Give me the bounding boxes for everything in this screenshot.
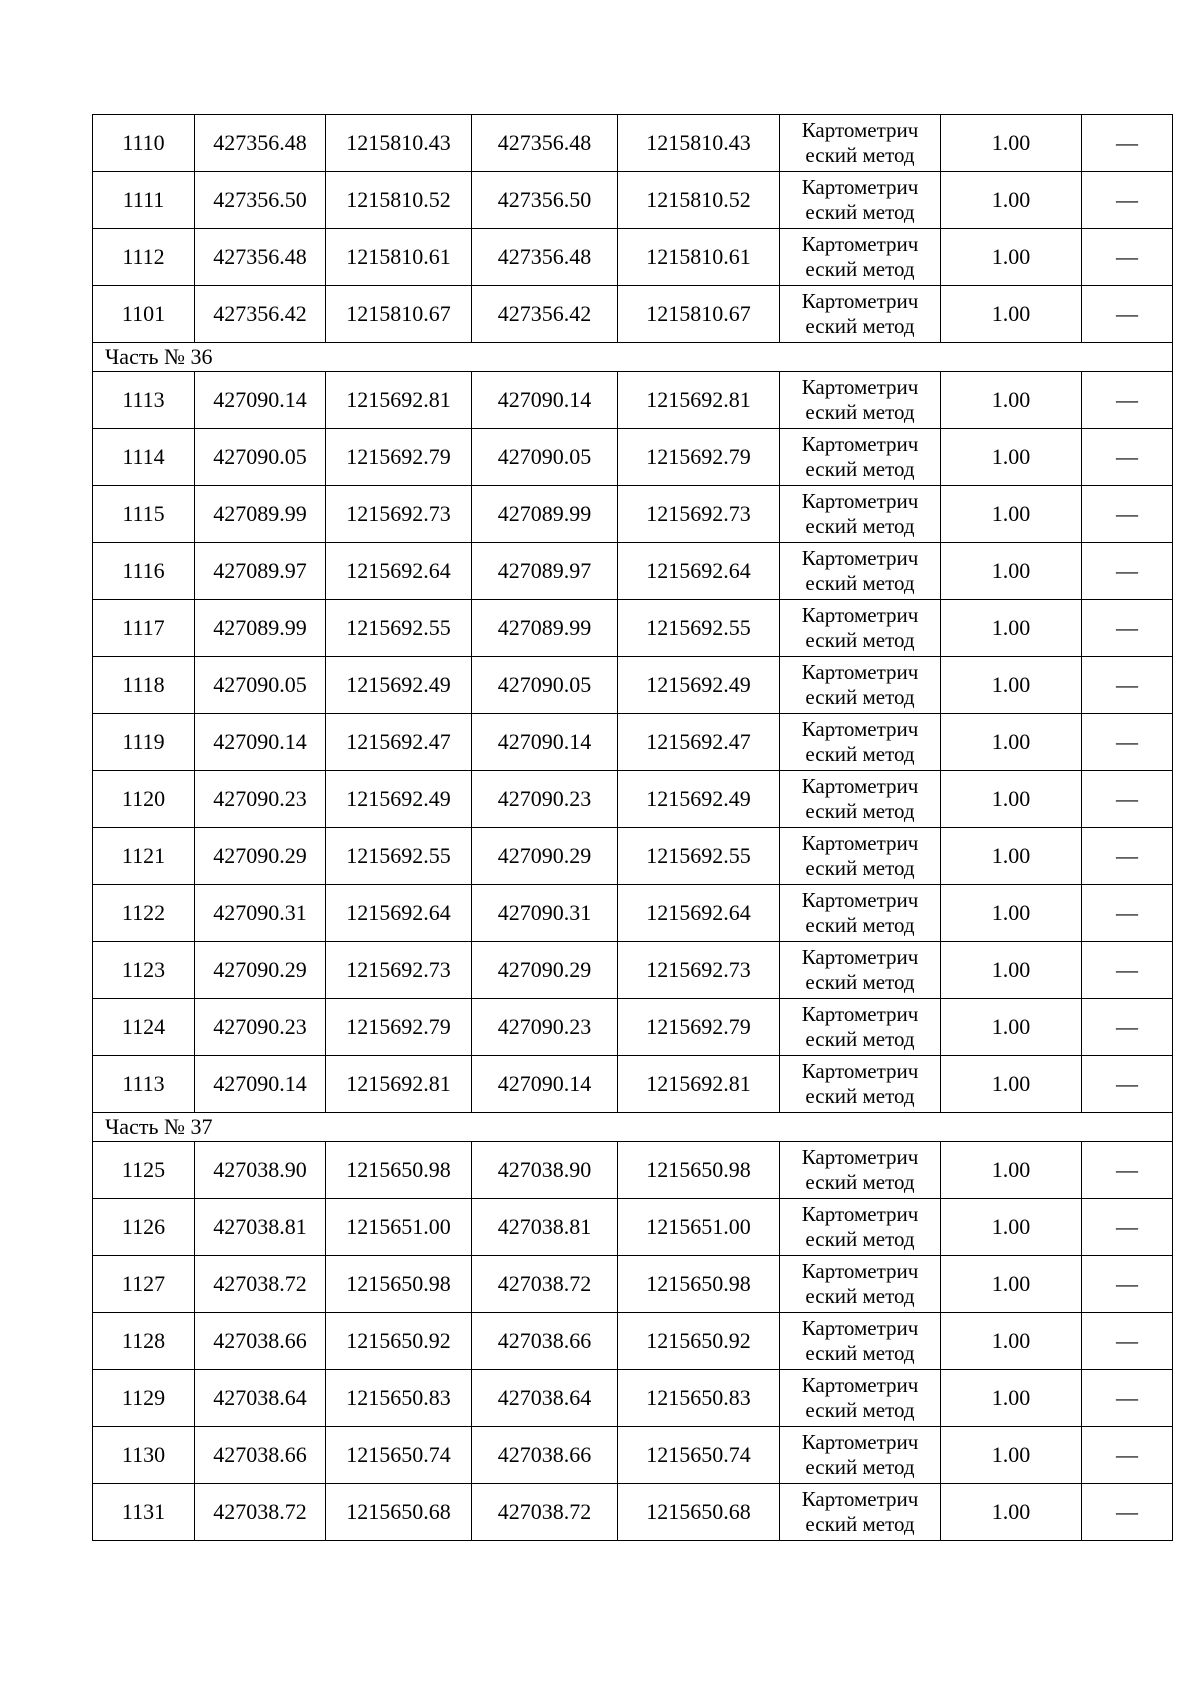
point-number-cell: 1113 xyxy=(93,372,195,429)
x-coordinate-new-cell: 427090.31 xyxy=(472,885,618,942)
y-coordinate-new-cell: 1215650.98 xyxy=(618,1142,780,1199)
x-coordinate-cell: 427038.64 xyxy=(195,1370,326,1427)
y-coordinate-new-cell: 1215650.74 xyxy=(618,1427,780,1484)
method-cell: Картометрич еский метод xyxy=(780,372,941,429)
table-row xyxy=(93,372,1173,429)
x-coordinate-new-cell: 427090.29 xyxy=(472,942,618,999)
method-cell: Картометрич еский метод xyxy=(780,1199,941,1256)
method-cell: Картометрич еский метод xyxy=(780,486,941,543)
y-coordinate-new-cell: 1215692.81 xyxy=(618,372,780,429)
table-row xyxy=(93,1256,1173,1313)
accuracy-cell: 1.00 xyxy=(941,828,1082,885)
section-label: Часть № 37 xyxy=(93,1113,1173,1142)
accuracy-cell: 1.00 xyxy=(941,1142,1082,1199)
method-cell: Картометрич еский метод xyxy=(780,1056,941,1113)
x-coordinate-new-cell: 427090.05 xyxy=(472,657,618,714)
note-cell: — xyxy=(1082,1142,1173,1199)
accuracy-cell: 1.00 xyxy=(941,657,1082,714)
y-coordinate-cell: 1215650.98 xyxy=(326,1256,472,1313)
y-coordinate-new-cell: 1215692.49 xyxy=(618,771,780,828)
note-cell: — xyxy=(1082,885,1173,942)
y-coordinate-cell: 1215692.49 xyxy=(326,771,472,828)
point-number-cell: 1115 xyxy=(93,486,195,543)
y-coordinate-cell: 1215692.49 xyxy=(326,657,472,714)
y-coordinate-cell: 1215692.81 xyxy=(326,1056,472,1113)
x-coordinate-new-cell: 427038.72 xyxy=(472,1484,618,1541)
y-coordinate-cell: 1215692.79 xyxy=(326,999,472,1056)
x-coordinate-new-cell: 427356.42 xyxy=(472,286,618,343)
point-number-cell: 1122 xyxy=(93,885,195,942)
method-cell: Картометрич еский метод xyxy=(780,999,941,1056)
point-number-cell: 1123 xyxy=(93,942,195,999)
method-cell: Картометрич еский метод xyxy=(780,1370,941,1427)
note-cell: — xyxy=(1082,1427,1173,1484)
accuracy-cell: 1.00 xyxy=(941,229,1082,286)
note-cell: — xyxy=(1082,600,1173,657)
note-cell: — xyxy=(1082,1199,1173,1256)
y-coordinate-new-cell: 1215692.73 xyxy=(618,942,780,999)
section-header-row xyxy=(93,1113,1173,1142)
point-number-cell: 1130 xyxy=(93,1427,195,1484)
y-coordinate-new-cell: 1215650.92 xyxy=(618,1313,780,1370)
method-cell: Картометрич еский метод xyxy=(780,942,941,999)
method-cell: Картометрич еский метод xyxy=(780,1256,941,1313)
x-coordinate-new-cell: 427038.66 xyxy=(472,1427,618,1484)
x-coordinate-new-cell: 427038.72 xyxy=(472,1256,618,1313)
point-number-cell: 1110 xyxy=(93,115,195,172)
method-cell: Картометрич еский метод xyxy=(780,771,941,828)
accuracy-cell: 1.00 xyxy=(941,543,1082,600)
note-cell: — xyxy=(1082,486,1173,543)
y-coordinate-new-cell: 1215651.00 xyxy=(618,1199,780,1256)
table-row xyxy=(93,828,1173,885)
point-number-cell: 1112 xyxy=(93,229,195,286)
x-coordinate-cell: 427038.81 xyxy=(195,1199,326,1256)
x-coordinate-new-cell: 427038.64 xyxy=(472,1370,618,1427)
y-coordinate-cell: 1215810.43 xyxy=(326,115,472,172)
x-coordinate-cell: 427038.66 xyxy=(195,1427,326,1484)
y-coordinate-new-cell: 1215692.81 xyxy=(618,1056,780,1113)
x-coordinate-new-cell: 427089.99 xyxy=(472,486,618,543)
x-coordinate-new-cell: 427356.50 xyxy=(472,172,618,229)
y-coordinate-cell: 1215650.98 xyxy=(326,1142,472,1199)
x-coordinate-cell: 427089.97 xyxy=(195,543,326,600)
note-cell: — xyxy=(1082,1370,1173,1427)
table-row xyxy=(93,229,1173,286)
method-cell: Картометрич еский метод xyxy=(780,600,941,657)
note-cell: — xyxy=(1082,999,1173,1056)
point-number-cell: 1114 xyxy=(93,429,195,486)
accuracy-cell: 1.00 xyxy=(941,115,1082,172)
note-cell: — xyxy=(1082,1484,1173,1541)
note-cell: — xyxy=(1082,172,1173,229)
y-coordinate-cell: 1215810.61 xyxy=(326,229,472,286)
method-cell: Картометрич еский метод xyxy=(780,286,941,343)
method-cell: Картометрич еский метод xyxy=(780,543,941,600)
y-coordinate-new-cell: 1215810.61 xyxy=(618,229,780,286)
point-number-cell: 1125 xyxy=(93,1142,195,1199)
note-cell: — xyxy=(1082,771,1173,828)
y-coordinate-cell: 1215692.55 xyxy=(326,600,472,657)
table-row xyxy=(93,999,1173,1056)
table-row xyxy=(93,771,1173,828)
section-header-row xyxy=(93,343,1173,372)
note-cell: — xyxy=(1082,1313,1173,1370)
y-coordinate-new-cell: 1215810.67 xyxy=(618,286,780,343)
y-coordinate-cell: 1215650.92 xyxy=(326,1313,472,1370)
point-number-cell: 1116 xyxy=(93,543,195,600)
x-coordinate-new-cell: 427089.99 xyxy=(472,600,618,657)
method-cell: Картометрич еский метод xyxy=(780,115,941,172)
y-coordinate-new-cell: 1215692.64 xyxy=(618,885,780,942)
x-coordinate-cell: 427356.42 xyxy=(195,286,326,343)
x-coordinate-cell: 427356.50 xyxy=(195,172,326,229)
x-coordinate-new-cell: 427038.81 xyxy=(472,1199,618,1256)
y-coordinate-new-cell: 1215692.64 xyxy=(618,543,780,600)
x-coordinate-cell: 427038.66 xyxy=(195,1313,326,1370)
x-coordinate-cell: 427089.99 xyxy=(195,600,326,657)
y-coordinate-cell: 1215650.74 xyxy=(326,1427,472,1484)
x-coordinate-new-cell: 427090.29 xyxy=(472,828,618,885)
note-cell: — xyxy=(1082,115,1173,172)
y-coordinate-new-cell: 1215692.55 xyxy=(618,828,780,885)
x-coordinate-new-cell: 427038.66 xyxy=(472,1313,618,1370)
table-row xyxy=(93,600,1173,657)
method-cell: Картометрич еский метод xyxy=(780,229,941,286)
method-cell: Картометрич еский метод xyxy=(780,657,941,714)
method-cell: Картометрич еский метод xyxy=(780,1142,941,1199)
accuracy-cell: 1.00 xyxy=(941,429,1082,486)
method-cell: Картометрич еский метод xyxy=(780,1313,941,1370)
table-row xyxy=(93,657,1173,714)
x-coordinate-new-cell: 427356.48 xyxy=(472,229,618,286)
point-number-cell: 1121 xyxy=(93,828,195,885)
accuracy-cell: 1.00 xyxy=(941,714,1082,771)
y-coordinate-cell: 1215810.67 xyxy=(326,286,472,343)
accuracy-cell: 1.00 xyxy=(941,1256,1082,1313)
section-label: Часть № 36 xyxy=(93,343,1173,372)
table-row xyxy=(93,1427,1173,1484)
point-number-cell: 1101 xyxy=(93,286,195,343)
y-coordinate-cell: 1215810.52 xyxy=(326,172,472,229)
accuracy-cell: 1.00 xyxy=(941,771,1082,828)
note-cell: — xyxy=(1082,229,1173,286)
x-coordinate-cell: 427090.14 xyxy=(195,1056,326,1113)
y-coordinate-new-cell: 1215650.83 xyxy=(618,1370,780,1427)
accuracy-cell: 1.00 xyxy=(941,486,1082,543)
x-coordinate-new-cell: 427090.14 xyxy=(472,372,618,429)
table-row xyxy=(93,1056,1173,1113)
note-cell: — xyxy=(1082,942,1173,999)
accuracy-cell: 1.00 xyxy=(941,999,1082,1056)
y-coordinate-cell: 1215650.83 xyxy=(326,1370,472,1427)
x-coordinate-new-cell: 427090.23 xyxy=(472,771,618,828)
note-cell: — xyxy=(1082,1056,1173,1113)
x-coordinate-cell: 427038.72 xyxy=(195,1484,326,1541)
note-cell: — xyxy=(1082,1256,1173,1313)
note-cell: — xyxy=(1082,828,1173,885)
y-coordinate-cell: 1215692.47 xyxy=(326,714,472,771)
y-coordinate-cell: 1215692.81 xyxy=(326,372,472,429)
note-cell: — xyxy=(1082,286,1173,343)
point-number-cell: 1113 xyxy=(93,1056,195,1113)
point-number-cell: 1131 xyxy=(93,1484,195,1541)
table-row xyxy=(93,714,1173,771)
y-coordinate-new-cell: 1215692.73 xyxy=(618,486,780,543)
x-coordinate-new-cell: 427038.90 xyxy=(472,1142,618,1199)
accuracy-cell: 1.00 xyxy=(941,172,1082,229)
y-coordinate-cell: 1215692.64 xyxy=(326,543,472,600)
table-row xyxy=(93,486,1173,543)
x-coordinate-new-cell: 427089.97 xyxy=(472,543,618,600)
table-row xyxy=(93,1313,1173,1370)
x-coordinate-cell: 427038.90 xyxy=(195,1142,326,1199)
x-coordinate-cell: 427090.23 xyxy=(195,999,326,1056)
y-coordinate-cell: 1215692.73 xyxy=(326,486,472,543)
accuracy-cell: 1.00 xyxy=(941,372,1082,429)
x-coordinate-cell: 427090.05 xyxy=(195,429,326,486)
method-cell: Картометрич еский метод xyxy=(780,1427,941,1484)
accuracy-cell: 1.00 xyxy=(941,1484,1082,1541)
x-coordinate-cell: 427090.29 xyxy=(195,828,326,885)
y-coordinate-new-cell: 1215692.79 xyxy=(618,429,780,486)
point-number-cell: 1117 xyxy=(93,600,195,657)
accuracy-cell: 1.00 xyxy=(941,1199,1082,1256)
y-coordinate-cell: 1215692.73 xyxy=(326,942,472,999)
point-number-cell: 1126 xyxy=(93,1199,195,1256)
y-coordinate-cell: 1215692.55 xyxy=(326,828,472,885)
x-coordinate-cell: 427090.29 xyxy=(195,942,326,999)
table-row xyxy=(93,429,1173,486)
y-coordinate-new-cell: 1215692.49 xyxy=(618,657,780,714)
table-row xyxy=(93,885,1173,942)
x-coordinate-cell: 427038.72 xyxy=(195,1256,326,1313)
x-coordinate-new-cell: 427090.23 xyxy=(472,999,618,1056)
x-coordinate-cell: 427356.48 xyxy=(195,115,326,172)
accuracy-cell: 1.00 xyxy=(941,885,1082,942)
x-coordinate-cell: 427090.05 xyxy=(195,657,326,714)
accuracy-cell: 1.00 xyxy=(941,1370,1082,1427)
x-coordinate-cell: 427090.23 xyxy=(195,771,326,828)
point-number-cell: 1111 xyxy=(93,172,195,229)
method-cell: Картометрич еский метод xyxy=(780,172,941,229)
table-row xyxy=(93,1142,1173,1199)
y-coordinate-new-cell: 1215650.98 xyxy=(618,1256,780,1313)
method-cell: Картометрич еский метод xyxy=(780,429,941,486)
table-row xyxy=(93,286,1173,343)
point-number-cell: 1124 xyxy=(93,999,195,1056)
point-number-cell: 1129 xyxy=(93,1370,195,1427)
y-coordinate-cell: 1215650.68 xyxy=(326,1484,472,1541)
table-row xyxy=(93,1199,1173,1256)
accuracy-cell: 1.00 xyxy=(941,1313,1082,1370)
table-row xyxy=(93,1370,1173,1427)
x-coordinate-cell: 427090.14 xyxy=(195,372,326,429)
y-coordinate-new-cell: 1215692.79 xyxy=(618,999,780,1056)
method-cell: Картометрич еский метод xyxy=(780,828,941,885)
point-number-cell: 1127 xyxy=(93,1256,195,1313)
y-coordinate-cell: 1215692.64 xyxy=(326,885,472,942)
table-body xyxy=(93,115,1173,1541)
x-coordinate-cell: 427090.31 xyxy=(195,885,326,942)
table-row xyxy=(93,115,1173,172)
method-cell: Картометрич еский метод xyxy=(780,1484,941,1541)
y-coordinate-new-cell: 1215650.68 xyxy=(618,1484,780,1541)
y-coordinate-cell: 1215651.00 xyxy=(326,1199,472,1256)
point-number-cell: 1120 xyxy=(93,771,195,828)
x-coordinate-new-cell: 427090.05 xyxy=(472,429,618,486)
point-number-cell: 1128 xyxy=(93,1313,195,1370)
y-coordinate-new-cell: 1215692.55 xyxy=(618,600,780,657)
y-coordinate-new-cell: 1215810.52 xyxy=(618,172,780,229)
note-cell: — xyxy=(1082,543,1173,600)
y-coordinate-new-cell: 1215810.43 xyxy=(618,115,780,172)
y-coordinate-cell: 1215692.79 xyxy=(326,429,472,486)
x-coordinate-cell: 427356.48 xyxy=(195,229,326,286)
accuracy-cell: 1.00 xyxy=(941,286,1082,343)
method-cell: Картометрич еский метод xyxy=(780,714,941,771)
point-number-cell: 1119 xyxy=(93,714,195,771)
accuracy-cell: 1.00 xyxy=(941,1427,1082,1484)
coordinates-table xyxy=(92,114,1173,1541)
x-coordinate-cell: 427090.14 xyxy=(195,714,326,771)
x-coordinate-new-cell: 427090.14 xyxy=(472,714,618,771)
note-cell: — xyxy=(1082,429,1173,486)
table-row xyxy=(93,543,1173,600)
x-coordinate-new-cell: 427090.14 xyxy=(472,1056,618,1113)
x-coordinate-cell: 427089.99 xyxy=(195,486,326,543)
note-cell: — xyxy=(1082,372,1173,429)
table-row xyxy=(93,172,1173,229)
accuracy-cell: 1.00 xyxy=(941,1056,1082,1113)
point-number-cell: 1118 xyxy=(93,657,195,714)
accuracy-cell: 1.00 xyxy=(941,942,1082,999)
method-cell: Картометрич еский метод xyxy=(780,885,941,942)
table-row xyxy=(93,1484,1173,1541)
table-row xyxy=(93,942,1173,999)
y-coordinate-new-cell: 1215692.47 xyxy=(618,714,780,771)
x-coordinate-new-cell: 427356.48 xyxy=(472,115,618,172)
note-cell: — xyxy=(1082,657,1173,714)
accuracy-cell: 1.00 xyxy=(941,600,1082,657)
note-cell: — xyxy=(1082,714,1173,771)
